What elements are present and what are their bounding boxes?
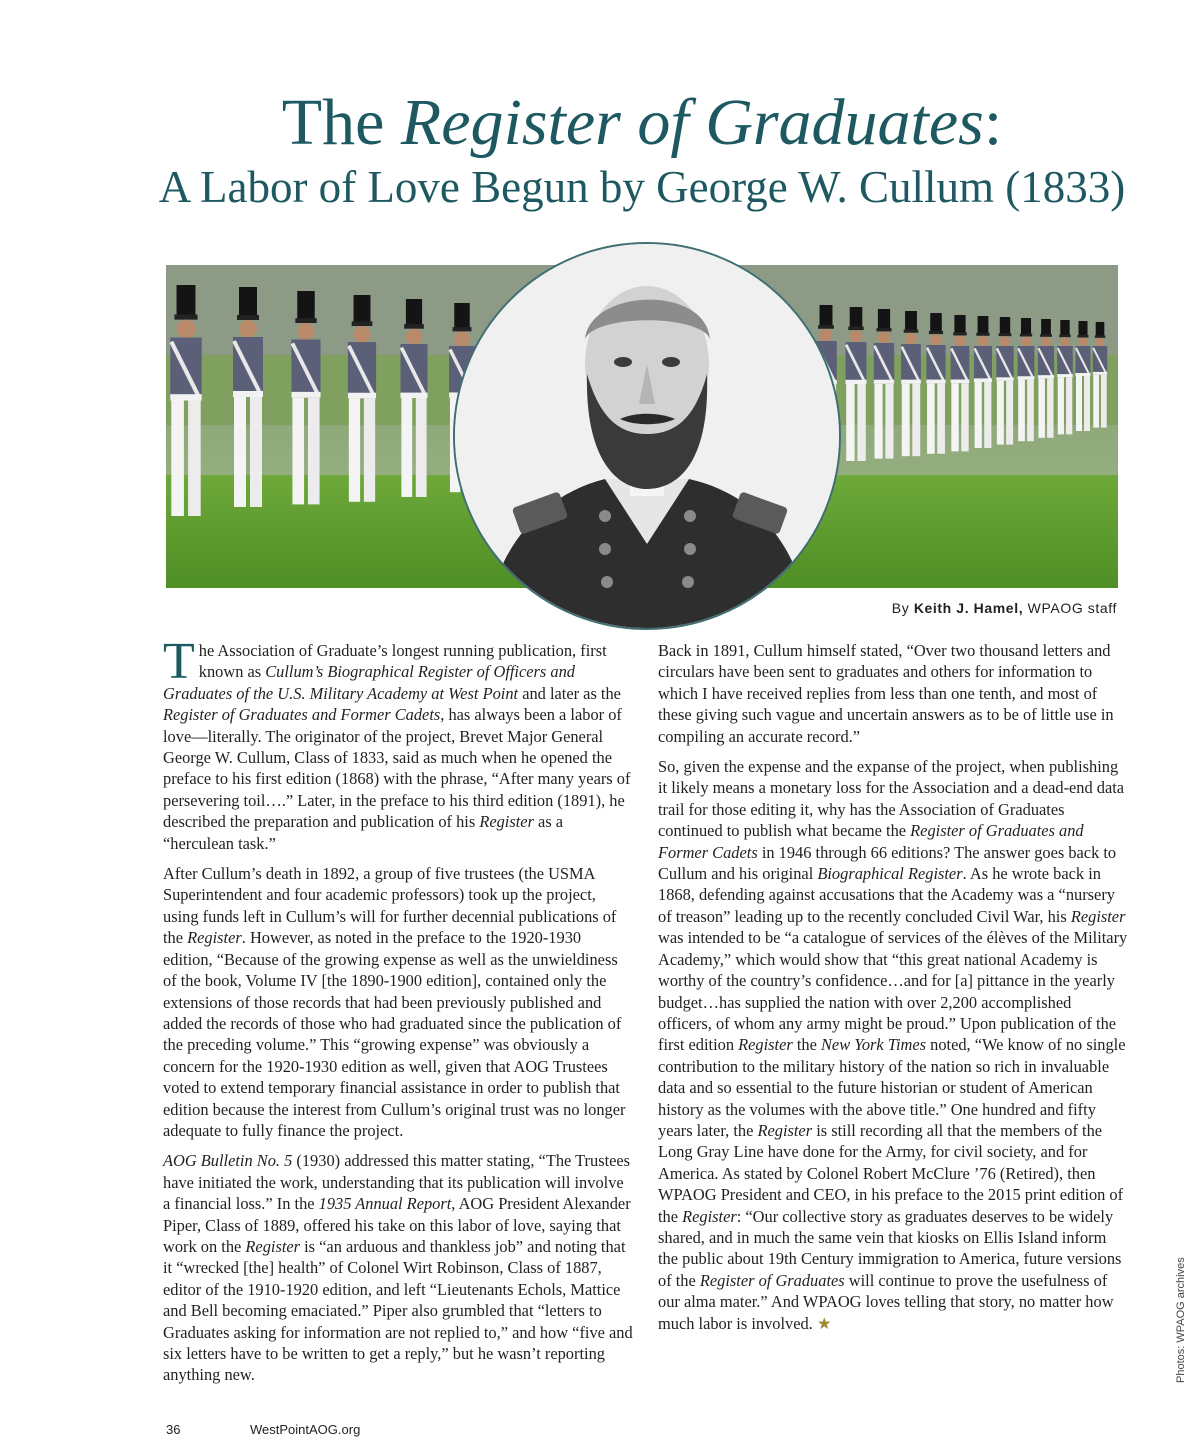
italic-run: Cullum’s Biographical Register of Officers and Graduates of the U.S. Military Academy at West Point (163, 662, 575, 703)
byline-by: By (891, 600, 914, 616)
paragraph (163, 633, 633, 854)
italic-run: Register of Graduates and Former Cadets (163, 705, 441, 725)
article-title (0, 88, 1200, 158)
text-run: was intended to be “a catalogue of services of the élèves of the Military Academy,” which would show that “this great national Academy is worthy of the country’s confidence…and for [a] pittance in the yearly budget…has supplied the nation with over 2,200 accomplished officers, of whom any army might be proud.” Upon publication of the first edition (658, 928, 1128, 1055)
byline-affiliation: WPAOG staff (1023, 600, 1117, 616)
italic-run: Register (245, 1236, 301, 1256)
text-run: and later as the (518, 683, 621, 703)
article-subtitle: A Labor of Love Begun by George W. Cullum (1833) (158, 162, 1126, 212)
text-run: will continue to prove the usefulness of our alma mater.” And WPAOG loves telling that story, no matter how much labor is involved. (658, 1270, 1114, 1333)
text-run: the (792, 1035, 821, 1055)
italic-run: Register (757, 1120, 813, 1140)
text-run: : “Our collective story as graduates deserves to be widely shared, and in much the same vein that kiosks on Ellis Island inform the public about 19th Century immigration to America, future versions of the (658, 1206, 1122, 1290)
italic-run: Register (187, 928, 242, 948)
byline-author: Keith J. Hamel, (913, 600, 1024, 616)
website-link[interactable]: WestPointAOG.org (250, 1422, 361, 1437)
title-suffix: : (983, 86, 1003, 159)
italic-run: Biographical Register (817, 864, 963, 884)
text-run: After Cullum’s death in 1892, a group of five trustees (the USMA Superintendent and four academic professors) took up the project, using funds left in Cullum’s will for further decennial publications of the (163, 864, 617, 948)
paragraph (658, 756, 1128, 1334)
italic-run: Register (738, 1035, 793, 1055)
paragraph (658, 640, 1128, 747)
cullum-portrait (453, 242, 841, 630)
title-prefix: The (281, 86, 401, 159)
italic-run: Register (682, 1206, 737, 1226)
title-italic: Register of Graduates (400, 86, 984, 159)
left-column (163, 633, 633, 1395)
text-run: , has always been a labor of love—literally. The originator of the project, Brevet Major General George W. Cullum, Class of 1833, said as much when he opened the preface to his first edition (1868) with the phrase, “After many years of persevering toil….” Later, in the preface to his third edition (1891), he described the preparation and publication of his (163, 705, 631, 832)
byline (892, 600, 1117, 616)
photo-credit: Photos: WPAOG archives (1175, 1257, 1187, 1383)
text-run: as a “herculean task.” (163, 812, 564, 853)
italic-run: AOG Bulletin No. 5 (163, 1151, 293, 1171)
text-run: is “an arduous and thankless job” and noting that it “wrecked [the] health” of Colonel Wirt Robinson, Class of 1887, editor of the 1910-1920 edition, and left “Lieutenants Echols, Mattice and Bell becoming emaciated.” Piper also grumbled that “letters to Graduates asking for information are not replied to,” and how “five and six letters have to be written to get a reply,” but he wasn’t reporting anything new. (163, 1236, 633, 1385)
page-number: 36 (166, 1422, 181, 1437)
text-run: . However, as noted in the preface to the 1920-1930 edition, “Because of the growing expense as well as the unwieldiness of the book, Volume IV [the 1890-1900 edition], contained only the extensions of those records that had been previously published and added the records of those who had graduated since the publication of the preceding volume.” This “growing expense” was obviously a concern for the 1920-1930 edition as well, given that AOG Trustees voted to extend temporary financial assistance in order to publish that edition because the interest from Cullum’s original trust was no longer adequate to fully finance the project. (163, 928, 626, 1140)
italic-run: Register of Graduates (699, 1270, 845, 1290)
text-run: he Association of Graduate’s longest running publication, first known as (198, 641, 607, 682)
text-run: noted, “We know of no single contribution to the military history of the nation so rich in invaluable data and so essential to the future historian or student of American history as the volumes with the above title.” One hundred and fifty years later, the (658, 1035, 1126, 1140)
text-run: is still recording all that the members of the Long Gray Line have done for the Army, for civil society, and for America. As stated by Colonel Robert McClure ’76 (Retired), then WPAOG President and CEO, in his preface to the 2015 print edition of the (658, 1120, 1124, 1226)
italic-run: New York Times (820, 1035, 927, 1055)
text-run: in 1946 through 66 editions? The answer goes back to Cullum and his original (658, 842, 1117, 884)
paragraph (163, 1150, 633, 1385)
italic-run: Register (479, 812, 534, 832)
drop-cap: T (163, 633, 195, 690)
paragraph (163, 863, 633, 1141)
italic-run: Register of Graduates and Former Cadets (658, 821, 1084, 862)
text-run: . As he wrote back in 1868, defending against accusations that the Academy was a “nursery of treason” leading up to the recently concluded Civil War, his (658, 864, 1115, 926)
text-run: , AOG President Alexander Piper, Class of 1889, offered his take on this labor of love, saying that work on the (163, 1194, 631, 1256)
text-run: (1930) addressed this matter stating, “The Trustees have initiated the work, understanding that its publication will involve a financial loss.” In the (163, 1151, 631, 1214)
italic-run: 1935 Annual Report (318, 1194, 452, 1214)
text-run: So, given the expense and the expanse of the project, when publishing it likely means a monetary loss for the Association and a dead-end data trail for those editing it, why has the Association of Graduates continued to publish what became the (658, 757, 1125, 841)
star-icon: ★ (816, 1313, 832, 1333)
text-run: Back in 1891, Cullum himself stated, “Over two thousand letters and circulars have been sent to graduates and others for information to which I have received replies from less than one tenth, and most of these giving such vague and uncertain answers as to be of little use in compiling an accurate record.” (658, 641, 1114, 746)
italic-run: Register (1070, 906, 1126, 926)
right-column (658, 640, 1128, 1343)
